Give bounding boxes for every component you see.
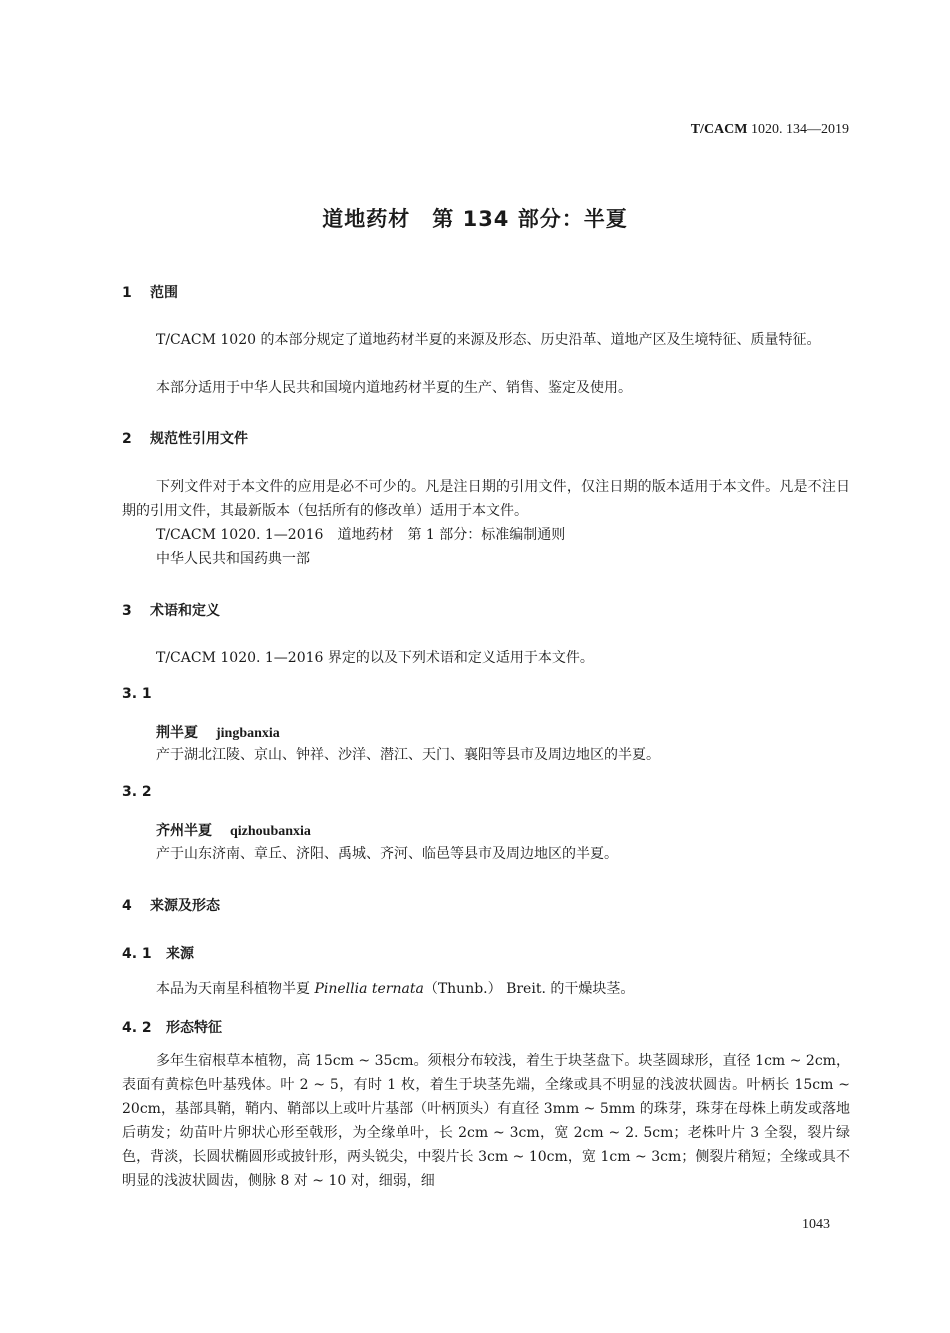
page-title: 道地药材 第 134 部分：半夏 — [322, 207, 628, 231]
section-4-1-paragraph: 本品为天南星科植物半夏 Pinellia ternata（Thunb.） Breit. 的干燥块茎。 — [156, 981, 635, 997]
section-4-2-heading: 4. 2 形态特征 — [122, 1020, 222, 1036]
term-3-2-name: 齐州半夏 qizhoubanxia — [156, 823, 311, 839]
section-4-1-heading: 4. 1 来源 — [122, 946, 194, 962]
section-3-heading: 3 术语和定义 — [122, 603, 220, 619]
section-4-heading: 4 来源及形态 — [122, 898, 220, 914]
section-4-2-paragraph: 多年生宿根草本植物，高 15cm ~ 35cm。须根分布较浅，着生于块茎盘下。块茎圆球形，直径 1cm ~ 2cm，表面有黄棕色叶基残体。叶 2 ~ 5，有时 1 枚，着生于块茎先端，全缘或具不明显的浅波状圆齿。叶柄长 15cm ~ 20cm，基部具鞘，鞘内、鞘部以上或叶片基部（叶柄顶头）有直径 3mm ~ 5mm 的珠芽，珠芽在母株上萌发或落地后萌发；幼苗叶片卵状心形至戟形，为全缘单叶，长 2cm ~ 3cm，宽 2cm ~ 2. 5cm；老株叶片 3 全裂，裂片绿色，背淡，长圆状椭圆形或披针形，两头锐尖，中裂片长 3cm ~ 10cm，宽 1cm ~ 3cm；侧裂片稍短；全缘或具不明显的浅波状圆齿，侧脉 8 对 ~ 10 对，细弱，细 — [122, 1053, 850, 1189]
term-3-1-name: 荆半夏 jingbanxia — [156, 725, 280, 741]
section-1-heading: 1 范围 — [122, 285, 178, 301]
term-3-1-number: 3. 1 — [122, 686, 152, 702]
term-3-2-number: 3. 2 — [122, 784, 152, 800]
normative-reference-1: T/CACM 1020. 1—2016 道地药材 第 1 部分：标准编制通则 — [156, 527, 566, 543]
term-3-1-definition: 产于湖北江陵、京山、钟祥、沙洋、潜江、天门、襄阳等县市及周边地区的半夏。 — [156, 747, 660, 763]
section-3-paragraph-1: T/CACM 1020. 1—2016 界定的以及下列术语和定义适用于本文件。 — [156, 650, 594, 666]
section-1-paragraph-2: 本部分适用于中华人民共和国境内道地药材半夏的生产、销售、鉴定及使用。 — [156, 380, 632, 396]
section-1-paragraph-1: T/CACM 1020 的本部分规定了道地药材半夏的来源及形态、历史沿革、道地产区及生境特征、质量特征。 — [156, 332, 821, 348]
section-2-paragraph-1: 下列文件对于本文件的应用是必不可少的。凡是注日期的引用文件，仅注日期的版本适用于本文件。凡是不注日期的引用文件，其最新版本（包括所有的修改单）适用于本文件。 — [122, 479, 850, 519]
term-3-2-definition: 产于山东济南、章丘、济阳、禹城、齐河、临邑等县市及周边地区的半夏。 — [156, 846, 618, 862]
normative-reference-2: 中华人民共和国药典一部 — [156, 551, 310, 567]
section-2-heading: 2 规范性引用文件 — [122, 431, 248, 447]
document-code: T/CACM 1020. 134—2019 — [690, 122, 849, 137]
page-number: 1043 — [802, 1217, 830, 1232]
